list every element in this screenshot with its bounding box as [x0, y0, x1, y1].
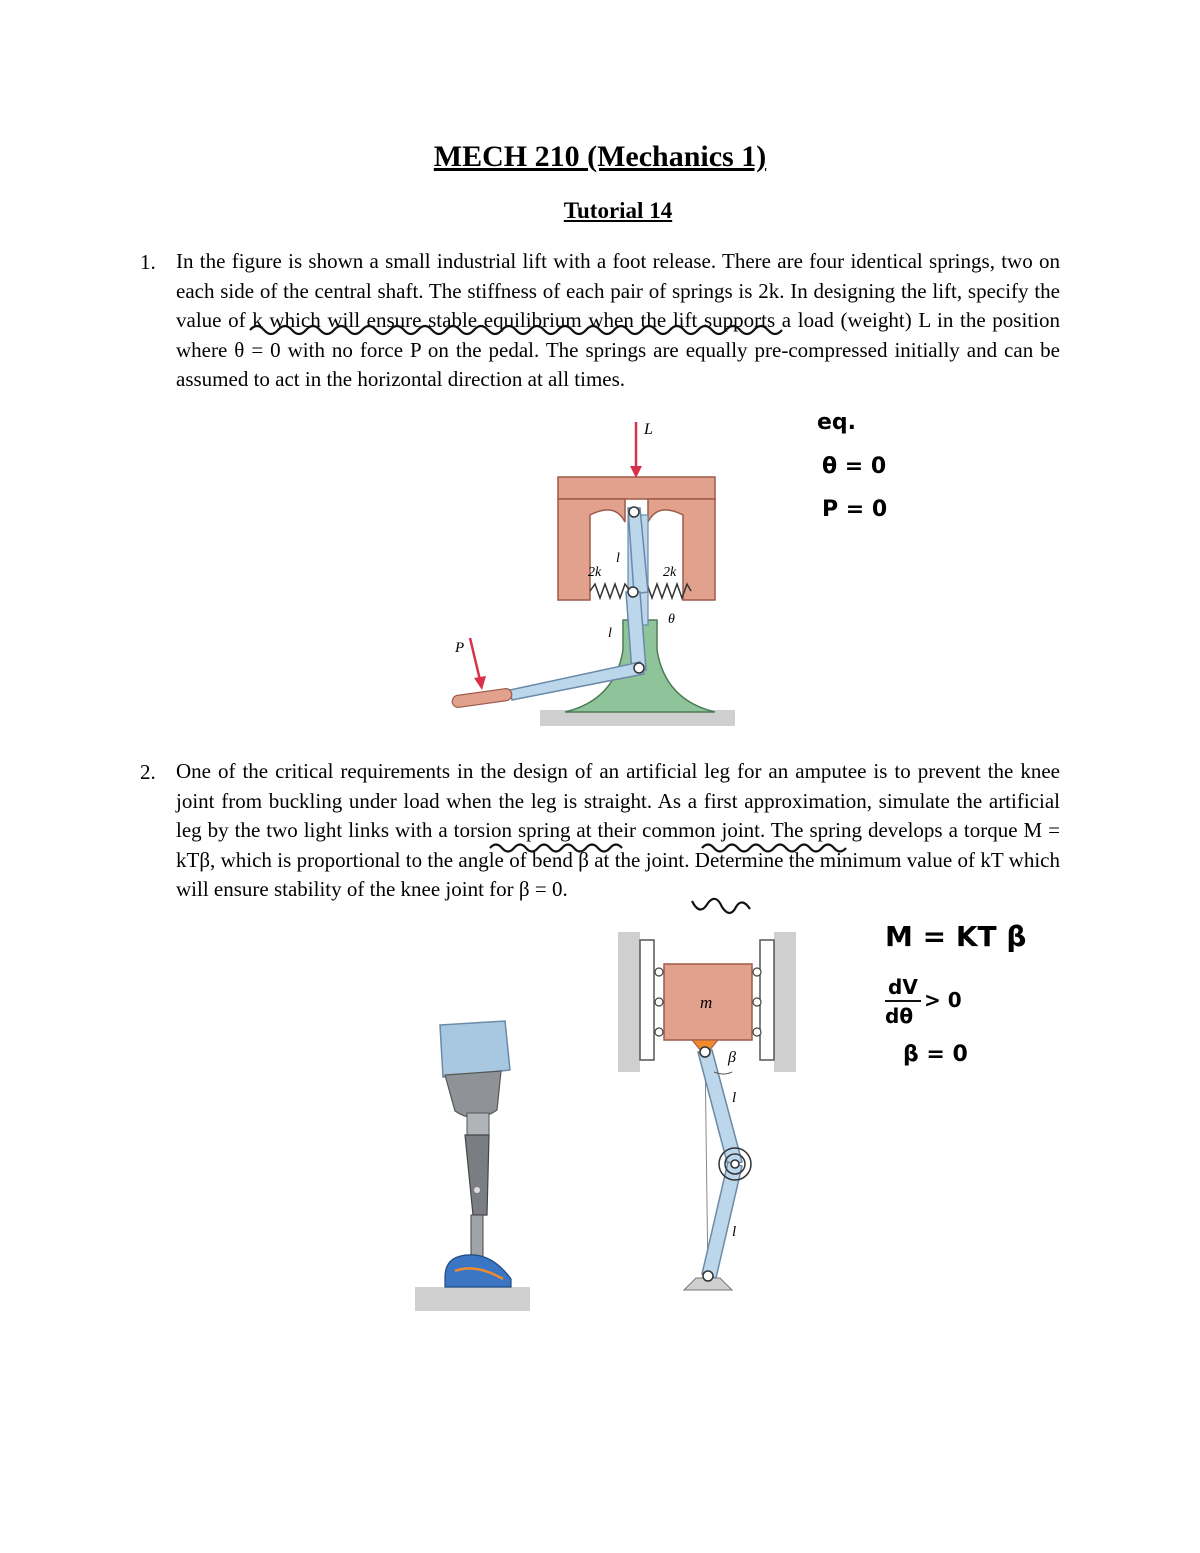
pedal-handle [451, 688, 512, 708]
handwritten-underline-q1 [248, 322, 793, 362]
shoe [445, 1255, 511, 1287]
lift-table [558, 477, 715, 499]
note-p-zero: P = 0 [822, 497, 888, 522]
question-2-number: 2. [140, 760, 156, 784]
handwritten-underline-q2b [690, 895, 760, 919]
force-label: P [455, 640, 465, 656]
load-arrow [630, 466, 642, 478]
upper-link-label: l [616, 551, 620, 566]
upper-link-label-2: l [732, 1090, 737, 1106]
note-fraction-bar [885, 1000, 921, 1002]
question-1-text [176, 247, 1060, 395]
lift-figure [440, 410, 750, 730]
note-eq: eq. [817, 410, 857, 435]
load-label: L [644, 421, 653, 438]
question-2-text [176, 757, 1060, 905]
question-2-body: One of the critical requirements in the design of an artificial leg for an amputee is to prevent the knee joint from buckling under load when the leg is straight. As a first approximation, simulate the artificial leg by the two light links with a torsion spring at their common joint. The spring develops a torque M = kTβ, which is proportional to the angle of bend β at the joint. Determine the minimum value of kT which will ensure stability of the knee joint for β = 0. [176, 759, 1060, 902]
pedal-force-arrow [474, 676, 486, 690]
handwritten-underline-q2a [488, 838, 848, 862]
mass-label: m [700, 993, 713, 1012]
ground-left [415, 1287, 530, 1311]
spring-left [590, 584, 630, 598]
angle-label: θ [668, 612, 675, 627]
question-1-number: 1. [140, 250, 156, 274]
lower-link-label-2: l [732, 1224, 737, 1240]
spring-right-label: 2k [663, 565, 677, 580]
pylon [465, 1135, 489, 1215]
spring-left-label: 2k [588, 565, 602, 580]
lower-link-label: l [608, 626, 612, 641]
note-beta-zero: β = 0 [903, 1042, 968, 1067]
note-dtheta: dθ [885, 1004, 914, 1028]
pant-leg [440, 1021, 510, 1077]
knee-model-figure [618, 930, 798, 1320]
prosthetic-leg-illustration [415, 1015, 535, 1315]
beta-label: β [728, 1049, 736, 1066]
note-torque-equation: M = KT β [885, 920, 1027, 953]
note-dv: dV [888, 975, 918, 999]
socket [445, 1071, 501, 1118]
note-greater-zero: > 0 [924, 988, 962, 1012]
page-title: MECH 210 (Mechanics 1) [433, 140, 767, 173]
page-subtitle: Tutorial 14 [563, 198, 673, 223]
question-1-body: In the figure is shown a small industrial lift with a foot release. There are four identical springs, two on each side of the central shaft. The stiffness of each pair of springs is 2k. In designing the lift, specify the value of k which will ensure stable equilibrium when the lift supports a load (weight) L in the position where θ = 0 with no force P on the pedal. The springs are equally pre-compressed initially and can be assumed to act in the horizontal direction at all times. [176, 249, 1060, 392]
note-theta-zero: θ = 0 [822, 454, 887, 479]
